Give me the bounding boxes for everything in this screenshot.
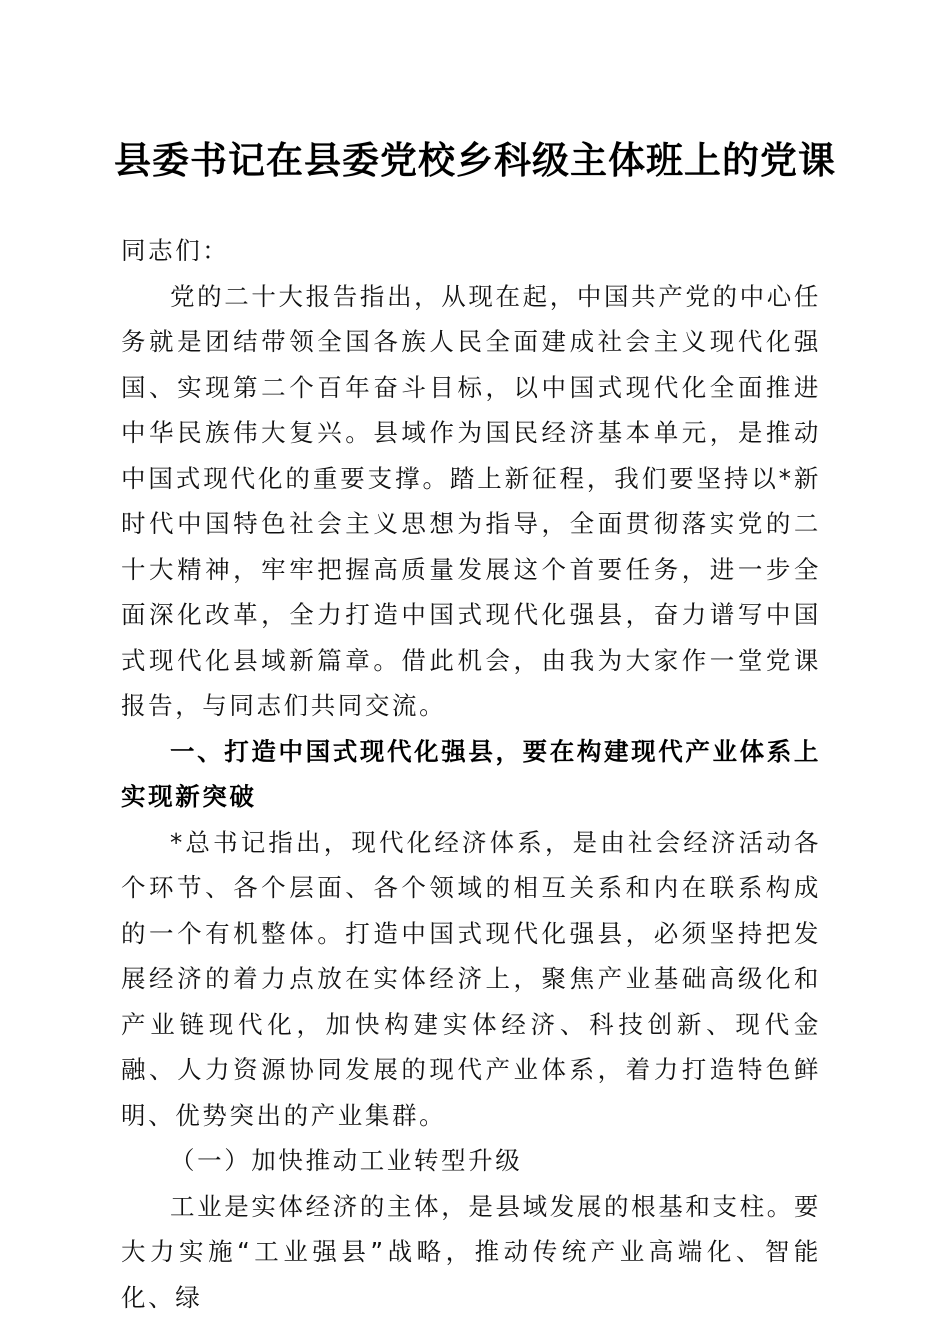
subsection-paragraph: 工业是实体经济的主体，是县域发展的根基和支柱。要大力实施“工业强县”战略，推动传统产业高端化、智能化、绿 — [121, 1191, 821, 1312]
document-title: 县委书记在县委党校乡科级主体班上的党课 — [114, 138, 836, 182]
intro-paragraph: 党的二十大报告指出，从现在起，中国共产党的中心任务就是团结带领全国各族人民全面建成社会主义现代化强国、实现第二个百年奋斗目标，以中国式现代化全面推进中华民族伟大复兴。县域作为国民经济基本单元，是推动中国式现代化的重要支撑。踏上新征程，我们要坚持以*新时代中国特色社会主义思想为指导，全面贯彻落实党的二十大精神，牢牢把握高质量发展这个首要任务，进一步全面深化改革，全力打造中国式现代化强县，奋力谱写中国式现代化县域新篇章。借此机会，由我为大家作一堂党课报告，与同志们共同交流。 — [121, 281, 821, 720]
section-intro-paragraph: *总书记指出，现代化经济体系，是由社会经济活动各个环节、各个层面、各个领域的相互关系和内在联系构成的一个有机整体。打造中国式现代化强县，必须坚持把发展经济的着力点放在实体经济上，聚焦产业基础高级化和产业链现代化，加快构建实体经济、科技创新、现代金融、人力资源协同发展的现代产业体系，着力打造特色鲜明、优势突出的产业集群。 — [121, 827, 821, 1130]
section-heading: 一、打造中国式现代化强县，要在构建现代产业体系上实现新突破 — [121, 736, 821, 811]
subsection-heading: （一）加快推动工业转型升级 — [170, 1146, 523, 1175]
document-body — [121, 228, 821, 1320]
salutation: 同志们： — [121, 236, 230, 265]
